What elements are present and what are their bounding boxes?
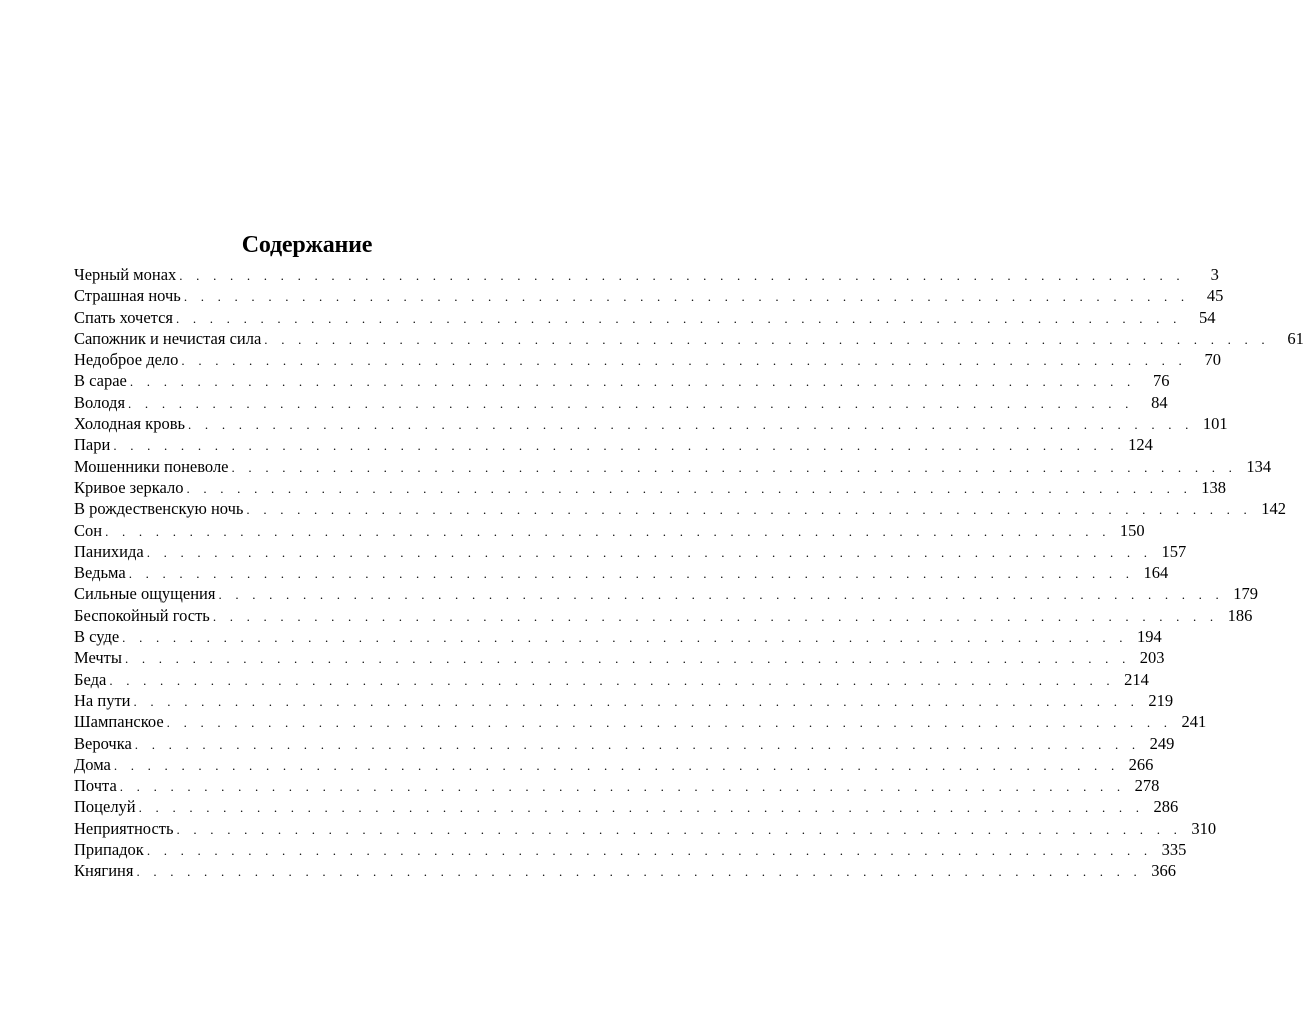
toc-entry [74,562,1169,583]
dot-leader: . . . . . . . . . . . . . . . . . . . . . . . . . . . . . . . . . . . . . . . . . . . . . . . . . . . . . . . . . . . . [186,480,1193,496]
toc-entry-title: Верочка [74,733,132,753]
toc-entry-page-number: 3 [1210,265,1219,284]
toc-entry [74,754,1154,775]
toc-entry [74,775,1160,796]
toc-entry [74,477,1227,498]
toc-entry-page-number: 203 [1139,648,1165,668]
toc-entry [74,370,1170,391]
dot-leader: . . . . . . . . . . . . . . . . . . . . . . . . . . . . . . . . . . . . . . . . . . . . . . . . . . . . . . . . . . . . [179,268,1185,283]
toc-entry-title: В сарае [74,371,127,391]
toc-entry [74,349,1221,370]
toc-entry [74,498,1286,519]
dot-leader: . . . . . . . . . . . . . . . . . . . . . . . . . . . . . . . . . . . . . . . . . . . . . . . . . . . . . . . . . . . . [128,566,1135,582]
dot-leader: . . . . . . . . . . . . . . . . . . . . . . . . . . . . . . . . . . . . . . . . . . . . . . . . . . . . . . . . . . . . [175,310,1182,326]
table-of-contents [74,264,1304,882]
toc-entry [74,307,1216,328]
dot-leader: . . . . . . . . . . . . . . . . . . . . . . . . . . . . . . . . . . . . . . . . . . . . . . . . . . . . . . . . . . . . [212,608,1219,624]
dot-leader: . . . . . . . . . . . . . . . . . . . . . . . . . . . . . . . . . . . . . . . . . . . . . . . . . . . . . . . . . . . . [218,587,1225,603]
toc-entry-page-number: 101 [1202,414,1228,434]
toc-entry-title: Поцелуй [74,797,136,817]
toc-entry-title: Холодная кровь [74,414,186,434]
toc-entry-page-number: 335 [1161,840,1187,860]
toc-entry [74,796,1179,817]
toc-entry [74,711,1207,732]
toc-entry [74,583,1259,604]
toc-entry-page-number: 219 [1148,690,1174,710]
toc-entry-page-number: 194 [1136,627,1162,647]
dot-leader: . . . . . . . . . . . . . . . . . . . . . . . . . . . . . . . . . . . . . . . . . . . . . . . . . . . . . . . . . . . . [183,289,1190,305]
toc-entry [74,541,1187,562]
toc-entry-title: Сапожник и нечистая сила [74,328,262,348]
toc-entry [74,434,1153,455]
dot-leader: . . . . . . . . . . . . . . . . . . . . . . . . . . . . . . . . . . . . . . . . . . . . . . . . . . . . . . . . . . . . [181,353,1187,369]
toc-entry [74,285,1224,306]
toc-entry-title: Ведьма [74,563,126,583]
dot-leader: . . . . . . . . . . . . . . . . . . . . . . . . . . . . . . . . . . . . . . . . . . . . . . . . . . . . . . . . . . . . [105,523,1111,539]
toc-entry-page-number: 138 [1201,477,1227,497]
dot-leader: . . . . . . . . . . . . . . . . . . . . . . . . . . . . . . . . . . . . . . . . . . . . . . . . . . . . . . . . . . . . [176,821,1183,837]
toc-entry [74,413,1228,434]
toc-entry-title: Черный монах [74,265,177,284]
toc-entry-page-number: 214 [1124,669,1149,689]
toc-entry-title: Недоброе дело [74,350,179,370]
toc-entry [74,647,1165,668]
dot-leader: . . . . . . . . . . . . . . . . . . . . . . . . . . . . . . . . . . . . . . . . . . . . . . . . . . . . . . . . . . . . [119,779,1126,795]
toc-entry-title: Мошенники поневоле [74,456,229,476]
toc-entry [74,626,1162,647]
dot-leader: . . . . . . . . . . . . . . . . . . . . . . . . . . . . . . . . . . . . . . . . . . . . . . . . . . . . . . . . . . . . [124,651,1131,667]
toc-entry [74,392,1168,413]
toc-entry-page-number: 286 [1153,797,1179,817]
toc-entry-title: Припадок [74,840,144,860]
toc-entry-page-number: 76 [1152,371,1170,391]
toc-entry-page-number: 249 [1149,733,1175,753]
dot-leader: . . . . . . . . . . . . . . . . . . . . . . . . . . . . . . . . . . . . . . . . . . . . . . . . . . . . . . . . . . . . [231,459,1238,475]
toc-entry-title: Шампанское [74,712,164,732]
toc-entry-title: Володя [74,392,126,412]
toc-entry-title: Неприятность [74,818,174,838]
toc-entry [74,328,1304,349]
toc-entry [74,669,1149,690]
toc-entry [74,605,1253,626]
toc-entry-page-number: 310 [1191,818,1217,838]
dot-leader: . . . . . . . . . . . . . . . . . . . . . . . . . . . . . . . . . . . . . . . . . . . . . . . . . . . . . . . . . . . . [138,800,1145,816]
toc-entry [74,690,1174,711]
toc-entry-page-number: 84 [1151,392,1168,412]
toc-entry-page-number: 70 [1204,350,1221,370]
toc-entry-title: Спать хочется [74,307,173,327]
toc-entry-title: На пути [74,690,131,710]
toc-entry-page-number: 45 [1206,286,1224,306]
toc-entry-title: Беда [74,669,107,689]
dot-leader: . . . . . . . . . . . . . . . . . . . . . . . . . . . . . . . . . . . . . . . . . . . . . . . . . . . . . . . . . . . . [128,395,1134,411]
toc-entry-page-number: 366 [1151,861,1177,881]
dot-leader: . . . . . . . . . . . . . . . . . . . . . . . . . . . . . . . . . . . . . . . . . . . . . . . . . . . . . . . . . . . . [122,630,1128,646]
toc-entry-page-number: 164 [1143,563,1169,583]
toc-entry-title: Беспокойный гость [74,605,210,625]
dot-leader: . . . . . . . . . . . . . . . . . . . . . . . . . . . . . . . . . . . . . . . . . . . . . . . . . . . . . . . . . . . . [109,672,1115,688]
toc-entry-page-number: 157 [1161,541,1187,561]
toc-entry-title: Пари [74,435,111,455]
toc-entry-title: В суде [74,627,120,647]
dot-leader: . . . . . . . . . . . . . . . . . . . . . . . . . . . . . . . . . . . . . . . . . . . . . . . . . . . . . . . . . . . . [146,843,1153,859]
toc-entry-page-number: 142 [1261,499,1286,519]
dot-leader: . . . . . . . . . . . . . . . . . . . . . . . . . . . . . . . . . . . . . . . . . . . . . . . . . . . . . . . . . . . . [246,502,1252,518]
dot-leader: . . . . . . . . . . . . . . . . . . . . . . . . . . . . . . . . . . . . . . . . . . . . . . . . . . . . . . . . . . . . [113,757,1120,773]
toc-entry-page-number: 241 [1181,712,1207,732]
toc-entry-title: Сон [74,520,103,540]
toc-entry-title: Дома [74,754,111,774]
dot-leader: . . . . . . . . . . . . . . . . . . . . . . . . . . . . . . . . . . . . . . . . . . . . . . . . . . . . . . . . . . . . [166,715,1173,731]
toc-entry-title: Кривое зеркало [74,477,184,497]
dot-leader: . . . . . . . . . . . . . . . . . . . . . . . . . . . . . . . . . . . . . . . . . . . . . . . . . . . . . . . . . . . . [136,864,1143,880]
toc-entry-page-number: 179 [1233,584,1259,604]
dot-leader: . . . . . . . . . . . . . . . . . . . . . . . . . . . . . . . . . . . . . . . . . . . . . . . . . . . . . . . . . . . . [129,374,1136,390]
toc-entry [74,839,1187,860]
toc-entry-title: Панихида [74,541,144,561]
toc-entry-title: В рождественскую ночь [74,499,244,519]
toc-entry-title: Почта [74,776,117,796]
toc-entry-page-number: 134 [1246,456,1272,476]
toc-entry-title: Княгиня [74,861,134,881]
dot-leader: . . . . . . . . . . . . . . . . . . . . . . . . . . . . . . . . . . . . . . . . . . . . . . . . . . . . . . . . . . . . [264,331,1270,347]
toc-entry [74,520,1145,541]
toc-entry-page-number: 54 [1199,307,1216,327]
toc-entry-title: Мечты [74,648,122,668]
toc-entry [74,818,1217,839]
toc-entry [74,456,1272,477]
dot-leader: . . . . . . . . . . . . . . . . . . . . . . . . . . . . . . . . . . . . . . . . . . . . . . . . . . . . . . . . . . . . [146,544,1153,560]
dot-leader: . . . . . . . . . . . . . . . . . . . . . . . . . . . . . . . . . . . . . . . . . . . . . . . . . . . . . . . . . . . . [188,417,1194,433]
dot-leader: . . . . . . . . . . . . . . . . . . . . . . . . . . . . . . . . . . . . . . . . . . . . . . . . . . . . . . . . . . . . [134,736,1141,752]
toc-entry-page-number: 124 [1128,435,1153,455]
toc-entry [74,860,1177,881]
dot-leader: . . . . . . . . . . . . . . . . . . . . . . . . . . . . . . . . . . . . . . . . . . . . . . . . . . . . . . . . . . . . [133,693,1140,709]
dot-leader: . . . . . . . . . . . . . . . . . . . . . . . . . . . . . . . . . . . . . . . . . . . . . . . . . . . . . . . . . . . . [113,438,1119,454]
toc-entry-title: Сильные ощущения [74,584,216,604]
toc-entry-page-number: 150 [1119,520,1145,540]
toc-entry-page-number: 266 [1128,754,1154,774]
page-title: Содержание [241,232,373,259]
toc-entry-page-number: 61 [1287,328,1304,348]
toc-entry [74,733,1175,754]
toc-entry-page-number: 278 [1134,776,1160,796]
toc-entry-title: Страшная ночь [74,286,181,306]
toc-entry-page-number: 186 [1227,605,1253,625]
toc-entry [74,264,1219,285]
